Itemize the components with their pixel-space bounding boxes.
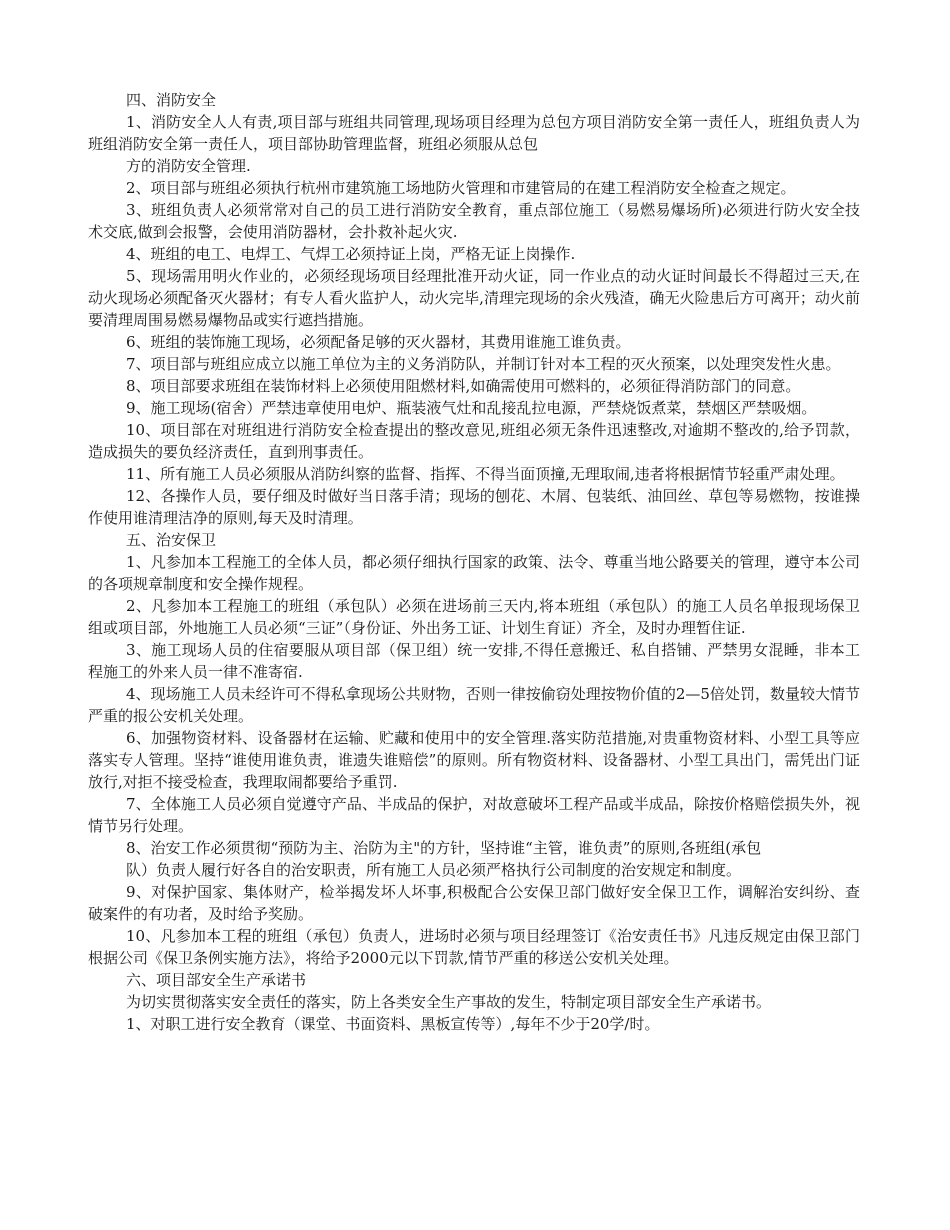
paragraph: 5、现场需用明火作业的，必须经现场项目经理批准开动火证，同一作业点的动火证时间最长不得超过三天,在动火现场必须配备灭火器材；有专人看火监护人，动火完毕,清理完现场的余火残渣，确无火险患后方可离开；动火前要清理周围易燃易爆物品或实行遮挡措施。 <box>88 267 860 329</box>
paragraph: 2、项目部与班组必须执行杭州市建筑施工场地防火管理和市建管局的在建工程消防安全检查之规定。 <box>126 179 796 197</box>
paragraph: 1、凡参加本工程施工的全体人员，都必须仔细执行国家的政策、法令、尊重当地公路要关的管理，遵守本公司的各项规章制度和安全操作规程。 <box>88 553 860 593</box>
paragraph: 3、施工现场人员的住宿要服从项目部（保卫组）统一安排,不得任意搬迁、私自搭铺、严禁男女混睡，非本工程施工的外来人员一律不准寄宿. <box>88 641 860 681</box>
paragraph: 1、对职工进行安全教育（课堂、书面资料、黑板宣传等）,每年不少于20学/时。 <box>126 1015 660 1033</box>
paragraph: 4、现场施工人员未经许可不得私拿现场公共财物，否则一律按偷窃处理按物价值的2—5倍处罚，数量较大情节严重的报公安机关处理。 <box>88 685 860 725</box>
paragraph: 7、项目部与班组应成立以施工单位为主的义务消防队，并制订针对本工程的灭火预案，以处理突发性火患。 <box>126 355 841 373</box>
paragraph: 12、各操作人员，要仔细及时做好当日落手清；现场的刨花、木屑、包装纸、油回丝、草包等易燃物，按谁操作使用谁清理洁净的原则,每天及时清理。 <box>88 487 860 527</box>
paragraph: 9、对保护国家、集体财产，检举揭发坏人坏事,积极配合公安保卫部门做好安全保卫工作，调解治安纠纷、查破案件的有功者，及时给予奖励。 <box>88 883 860 923</box>
section-heading: 六、项目部安全生产承诺书 <box>126 971 307 989</box>
paragraph: 4、班组的电工、电焊工、气焊工必须持证上岗，严格无证上岗操作. <box>126 245 576 263</box>
paragraph: 9、施工现场(宿舍）严禁违章使用电炉、瓶装液气灶和乱接乱拉电源，严禁烧饭煮菜，禁烟区严禁吸烟。 <box>126 399 817 417</box>
paragraph: 方的消防安全管理. <box>126 157 251 175</box>
paragraph: 7、全体施工人员必须自觉遵守产品、半成品的保护，对故意破坏工程产品或半成品，除按价格赔偿损失外，视情节另行处理。 <box>88 795 860 835</box>
paragraph: 1、消防安全人人有责,项目部与班组共同管理,现场项目经理为总包方项目消防安全第一责任人，班组负责人为班组消防安全第一责任人，项目部协助管理监督，班组必须服从总包 <box>88 113 860 153</box>
paragraph: 10、凡参加本工程的班组（承包）负责人，进场时必须与项目经理签订《治安责任书》凡违反规定由保卫部门根据公司《保卫条例实施方法》，将给予2000元以下罚款,情节严重的移送公安机关处理。 <box>88 927 860 967</box>
paragraph: 8、项目部要求班组在装饰材料上必须使用阻燃材料,如确需使用可燃料的，必须征得消防部门的同意。 <box>126 377 801 395</box>
paragraph: 6、加强物资材料、设备器材在运输、贮藏和使用中的安全管理.落实防范措施,对贵重物资材料、小型工具等应落实专人管理。坚持“谁使用谁负责，谁遗失谁赔偿”的原则。所有物资材料、设备器材、小型工具出门，需凭出门证放行,对拒不接受检查，我理取闹都要给予重罚. <box>88 729 860 791</box>
paragraph: 8、治安工作必须贯彻“预防为主、治防为主"的方针，坚持谁“主管，谁负责”的原则,各班组(承包 <box>126 839 762 857</box>
paragraph: 2、凡参加本工程施工的班组（承包队）必须在进场前三天内,将本班组（承包队）的施工人员名单报现场保卫组或项目部，外地施工人员必须“三证”（身份证、外出务工证、计划生育证）齐全，及时办理暂住证. <box>88 597 860 637</box>
document-body <box>88 89 860 1035</box>
section-heading: 四、消防安全 <box>126 91 217 109</box>
section-heading: 五、治安保卫 <box>126 531 217 549</box>
paragraph: 11、所有施工人员必须服从消防纠察的监督、指挥、不得当面顶撞,无理取闹,违者将根据情节轻重严肃处理。 <box>126 465 845 483</box>
paragraph: 队）负责人履行好各自的治安职责，所有施工人员必须严格执行公司制度的治安规定和制度。 <box>126 861 742 879</box>
paragraph: 6、班组的装饰施工现场，必须配备足够的灭火器材，其费用谁施工谁负责。 <box>126 333 631 351</box>
paragraph: 为切实贯彻落实安全责任的落实，防上各类安全生产事故的发生，特制定项目部安全生产承诺书。 <box>126 993 772 1011</box>
paragraph: 10、项目部在对班组进行消防安全检查提出的整改意见,班组必须无条件迅速整改,对逾期不整改的,给予罚款，造成损失的要负经济责任，直到刑事责任。 <box>88 421 860 461</box>
paragraph: 3、班组负责人必须常常对自己的员工进行消防安全教育，重点部位施工（易燃易爆场所)必须进行防火安全技术交底,做到会报警，会使用消防器材，会扑救补起火灾. <box>88 201 860 241</box>
